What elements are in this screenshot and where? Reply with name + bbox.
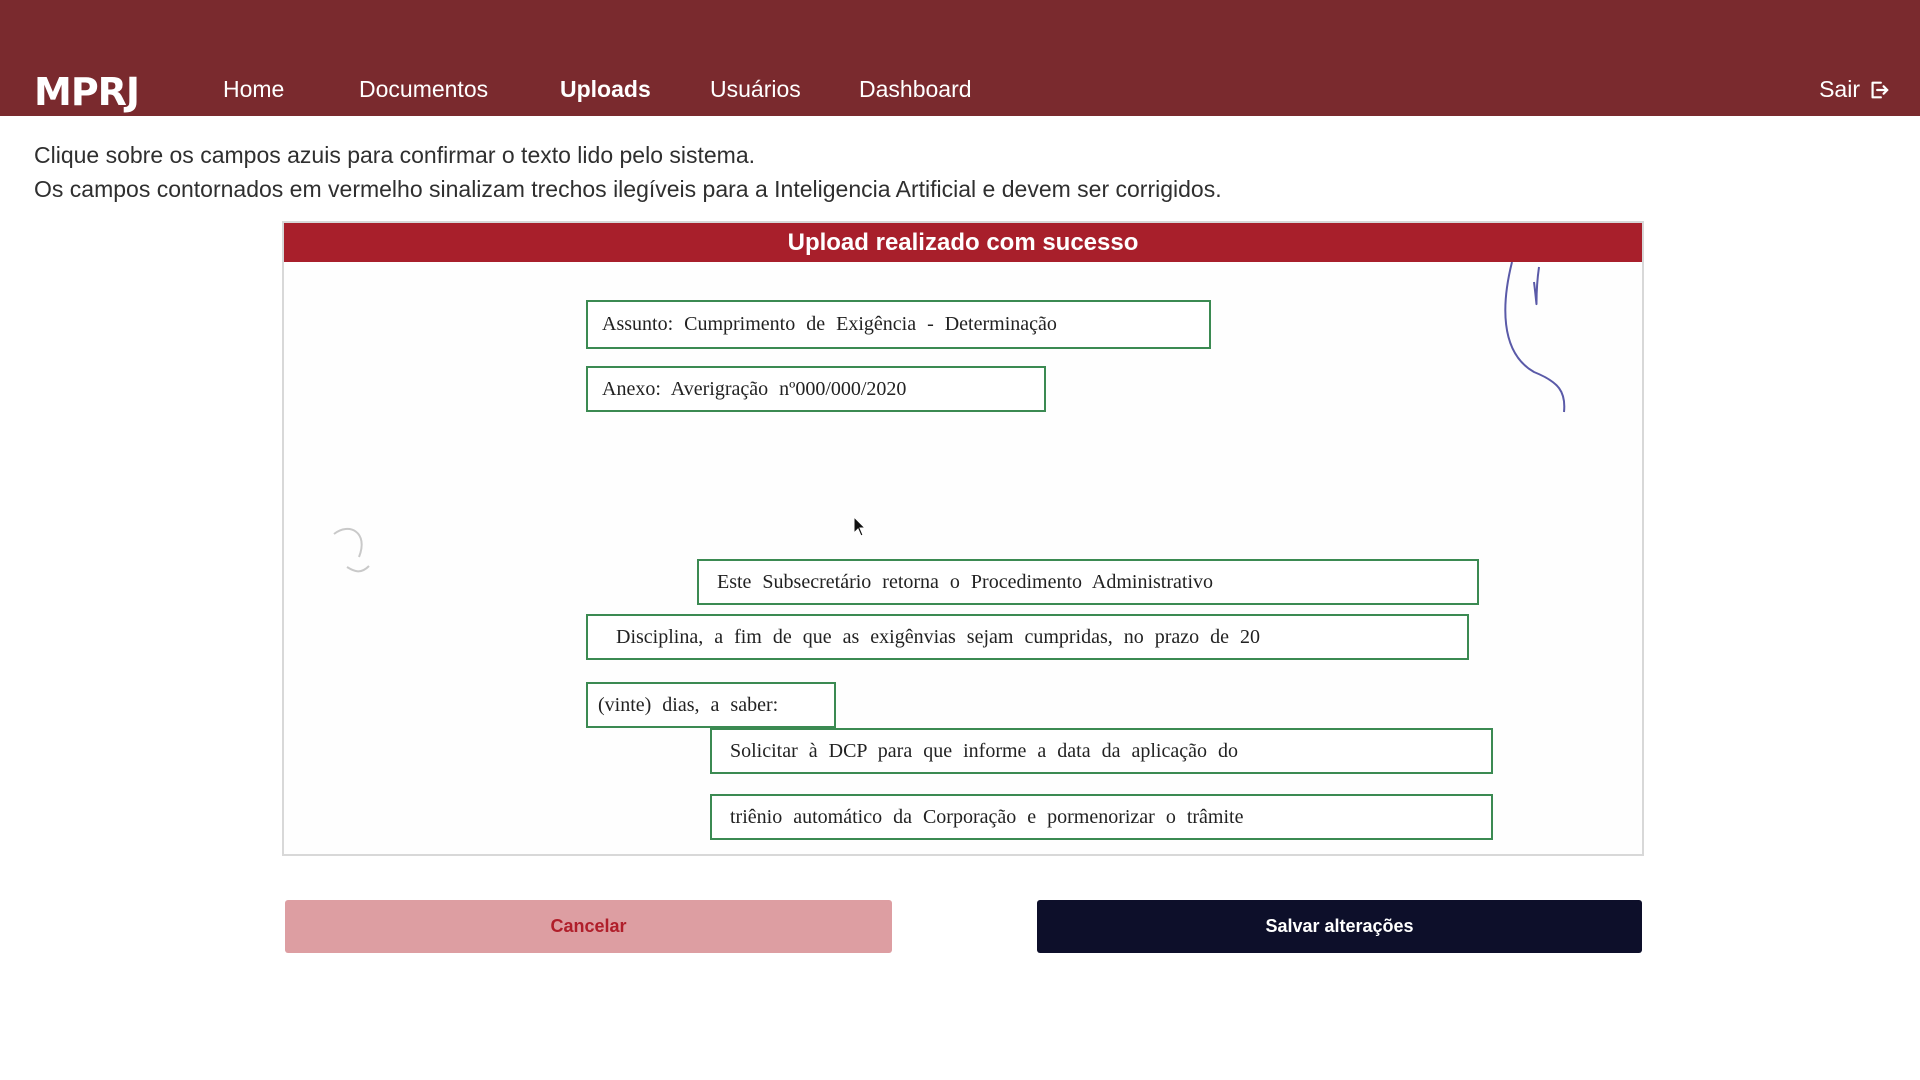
faint-mark-decoration — [329, 522, 379, 592]
ocr-field[interactable]: triênio automático da Corporação e pormenorizar o trâmite — [710, 794, 1493, 840]
mouse-cursor-icon — [853, 516, 867, 538]
logout-icon — [1868, 79, 1890, 101]
instruction-line-1: Clique sobre os campos azuis para confirmar o texto lido pelo sistema. — [34, 142, 756, 168]
ocr-field[interactable]: Anexo: Averigração nº000/000/2020 — [586, 366, 1046, 412]
ocr-field[interactable]: (vinte) dias, a saber: — [586, 682, 836, 728]
save-changes-button[interactable]: Salvar alterações — [1037, 900, 1642, 953]
nav-item-dashboard[interactable]: Dashboard — [859, 76, 972, 102]
instruction-line-2: Os campos contornados em vermelho sinalizam trechos ilegíveis para a Inteligencia Artificial e devem ser corrigidos. — [34, 176, 1222, 202]
ocr-field[interactable]: Solicitar à DCP para que informe a data da aplicação do — [710, 728, 1493, 774]
logout-button[interactable] — [1819, 76, 1890, 103]
nav-item-usuarios[interactable]: Usuários — [710, 76, 801, 102]
ocr-field[interactable]: Disciplina, a fim de que as exigênvias sejam cumpridas, no prazo de 20 — [586, 614, 1469, 660]
mprj-logo[interactable]: MPRJ — [34, 70, 140, 114]
pen-mark-decoration — [1494, 262, 1594, 432]
nav-item-home[interactable]: Home — [223, 76, 285, 102]
logout-label: Sair — [1819, 76, 1860, 102]
document-viewer — [282, 221, 1644, 856]
cancel-button[interactable]: Cancelar — [285, 900, 892, 953]
document-scan — [284, 262, 1642, 856]
nav-item-documentos[interactable]: Documentos — [359, 76, 489, 102]
nav-item-uploads[interactable]: Uploads — [560, 76, 651, 102]
upload-success-banner: Upload realizado com sucesso — [284, 223, 1642, 262]
instructions-text — [34, 138, 1222, 206]
ocr-field[interactable]: Este Subsecretário retorna o Procedimento Administrativo — [697, 559, 1479, 605]
ocr-field[interactable]: Assunto: Cumprimento de Exigência - Determinação — [586, 300, 1211, 349]
top-navigation-bar — [0, 0, 1920, 116]
